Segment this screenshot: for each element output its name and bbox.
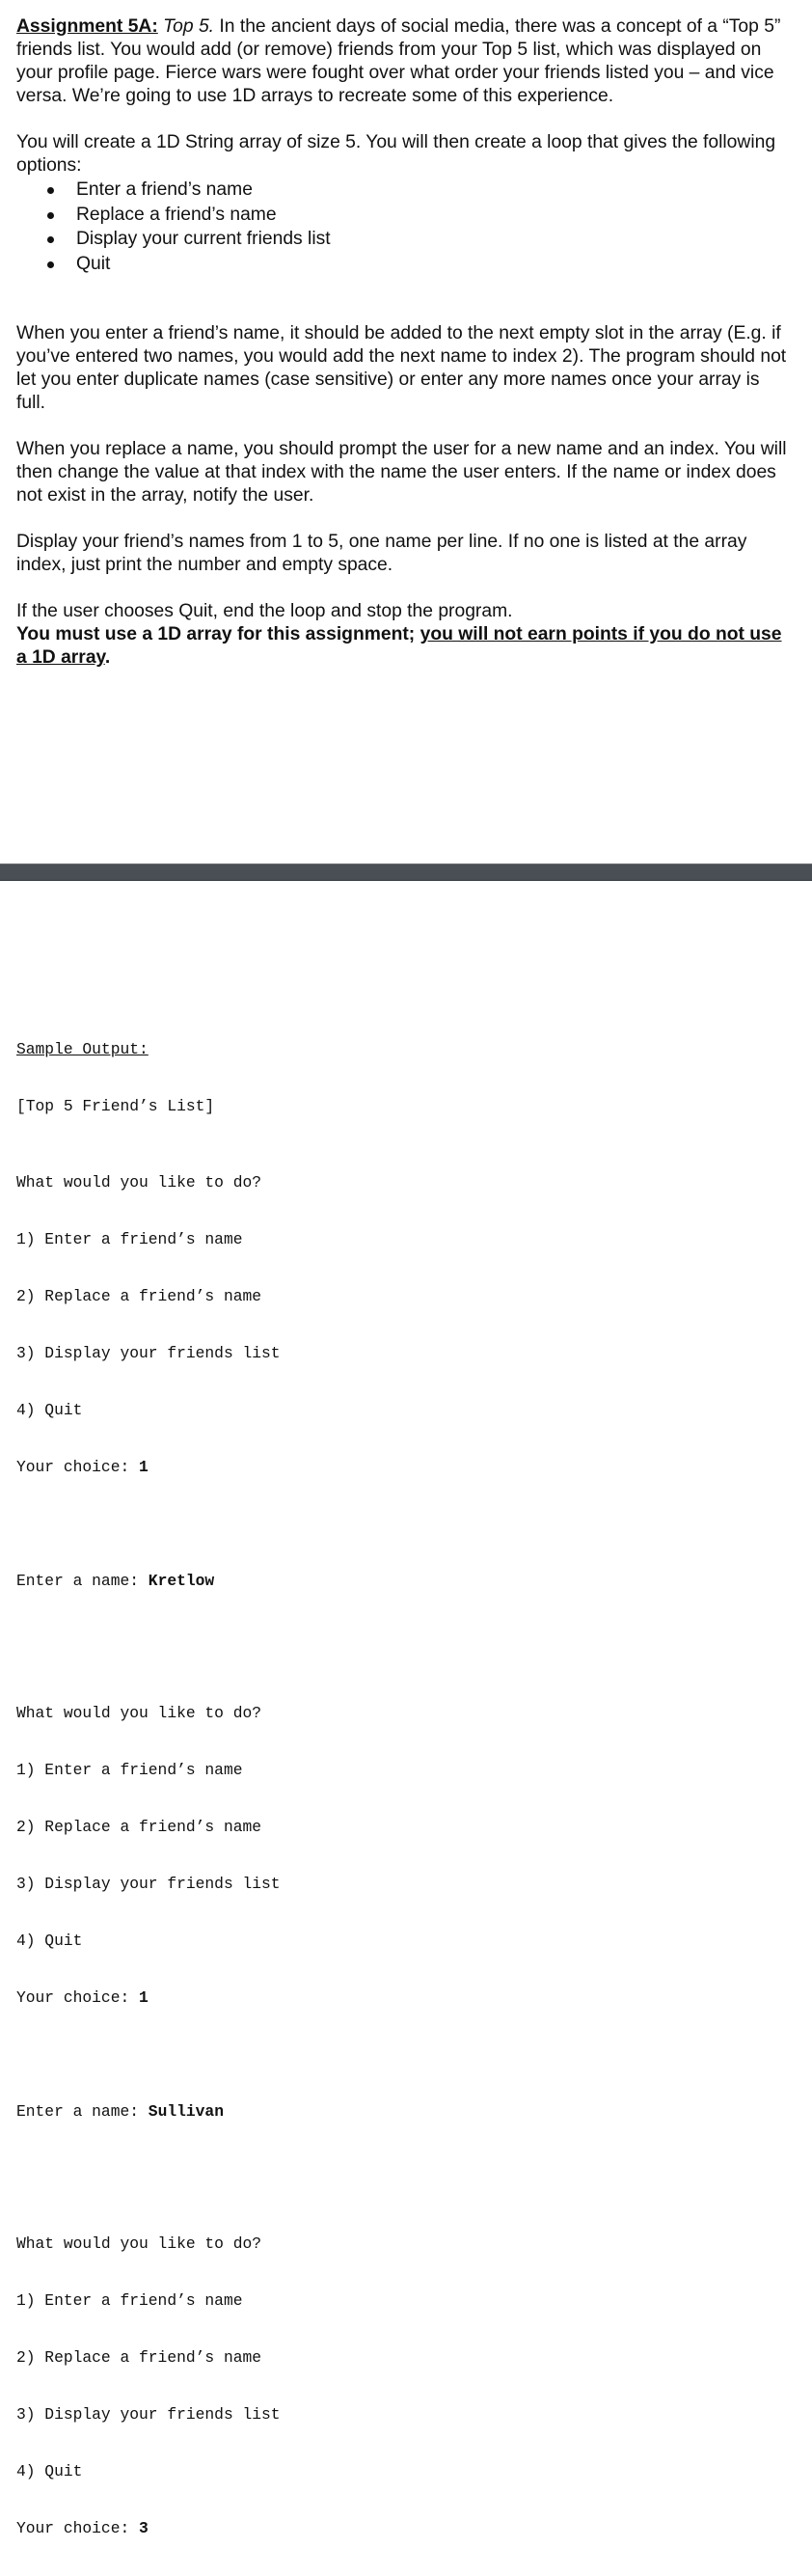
menu-line: 1) Enter a friend’s name xyxy=(16,1761,243,1780)
options-intro: You will create a 1D String array of size 5. You will then create a loop that gives the following options: xyxy=(16,132,776,176)
choice-line: Your choice: 1 xyxy=(16,1457,149,1476)
intro-paragraph xyxy=(16,15,788,108)
choice-line: Your choice: 1 xyxy=(16,1987,149,2007)
options-list xyxy=(16,178,788,276)
menu-line: 1) Enter a friend’s name xyxy=(16,2291,243,2311)
menu-line: 3) Display your friends list xyxy=(16,1343,281,1362)
replace-name-paragraph: When you replace a name, you should prompt the user for a new name and an index. You will then change the value at that index with the name the user enters. If the name or index does not exist in the array, notify the user. xyxy=(16,439,787,506)
choice-line: Your choice: 3 xyxy=(16,2519,149,2538)
display-paragraph: Display your friend’s names from 1 to 5, one name per line. If no one is listed at the array index, just print the number and empty space. xyxy=(16,532,747,575)
warning-period: . xyxy=(104,647,111,668)
user-choice: 3 xyxy=(139,2519,149,2538)
warning-underlined: you will not earn points if you do not use a 1D array xyxy=(16,624,782,668)
name-line: Enter a name: Kretlow xyxy=(16,1571,215,1590)
menu-line: 2) Replace a friend’s name xyxy=(16,2348,262,2368)
menu-line: 4) Quit xyxy=(16,2462,83,2481)
option-item: Replace a friend’s name xyxy=(16,203,788,228)
assignment-label: Assignment 5A: xyxy=(16,16,158,37)
menu-line: 3) Display your friends list xyxy=(16,1874,281,1893)
menu-line: 4) Quit xyxy=(16,1931,83,1950)
user-name-entry: Sullivan xyxy=(148,2101,224,2121)
quit-paragraph: If the user chooses Quit, end the loop and stop the program. xyxy=(16,601,513,621)
menu-line: What would you like to do? xyxy=(16,2234,262,2254)
option-item: Enter a friend’s name xyxy=(16,178,788,203)
warning-paragraph xyxy=(16,623,788,670)
user-choice: 1 xyxy=(139,1987,149,2007)
user-choice: 1 xyxy=(139,1457,149,1476)
enter-name-paragraph: When you enter a friend’s name, it should be added to the next empty slot in the array (E.g. if you’ve entered two names, you would add the next name to index 2). The program should not let you enter duplicate names (case sensitive) or enter any more names once your array is full. xyxy=(16,323,787,413)
sample-output xyxy=(16,1002,788,2576)
bullet-icon xyxy=(47,236,54,243)
menu-line: 2) Replace a friend’s name xyxy=(16,1818,262,1837)
sample-output-label: Sample Output: xyxy=(16,1040,149,1059)
menu-line: 3) Display your friends list xyxy=(16,2405,281,2425)
console-header: [Top 5 Friend’s List] xyxy=(16,1097,215,1116)
name-line: Enter a name: Sullivan xyxy=(16,2101,224,2121)
page-divider xyxy=(0,863,812,881)
assignment-title: Top 5. xyxy=(163,16,215,37)
option-item: Display your current friends list xyxy=(16,227,788,252)
menu-line: 4) Quit xyxy=(16,1400,83,1419)
assignment-description xyxy=(16,15,788,670)
warning-bold: You must use a 1D array for this assignment; xyxy=(16,624,416,644)
option-item: Quit xyxy=(16,252,788,277)
menu-line: What would you like to do? xyxy=(16,1172,262,1192)
bullet-icon xyxy=(47,212,54,219)
menu-line: What would you like to do? xyxy=(16,1704,262,1723)
user-name-entry: Kretlow xyxy=(148,1571,215,1590)
bullet-icon xyxy=(47,261,54,268)
bullet-icon xyxy=(47,187,54,194)
intro-text: In the ancient days of social media, there was a concept of a “Top 5” friends list. You would add (or remove) friends from your Top 5 list, which was displayed on your profile page. Fierce wars were fought over what order your friends listed you – and vice versa. We’re going to use 1D arrays to recreate some of this experience. xyxy=(16,16,781,106)
menu-line: 1) Enter a friend’s name xyxy=(16,1229,243,1248)
menu-line: 2) Replace a friend’s name xyxy=(16,1286,262,1305)
